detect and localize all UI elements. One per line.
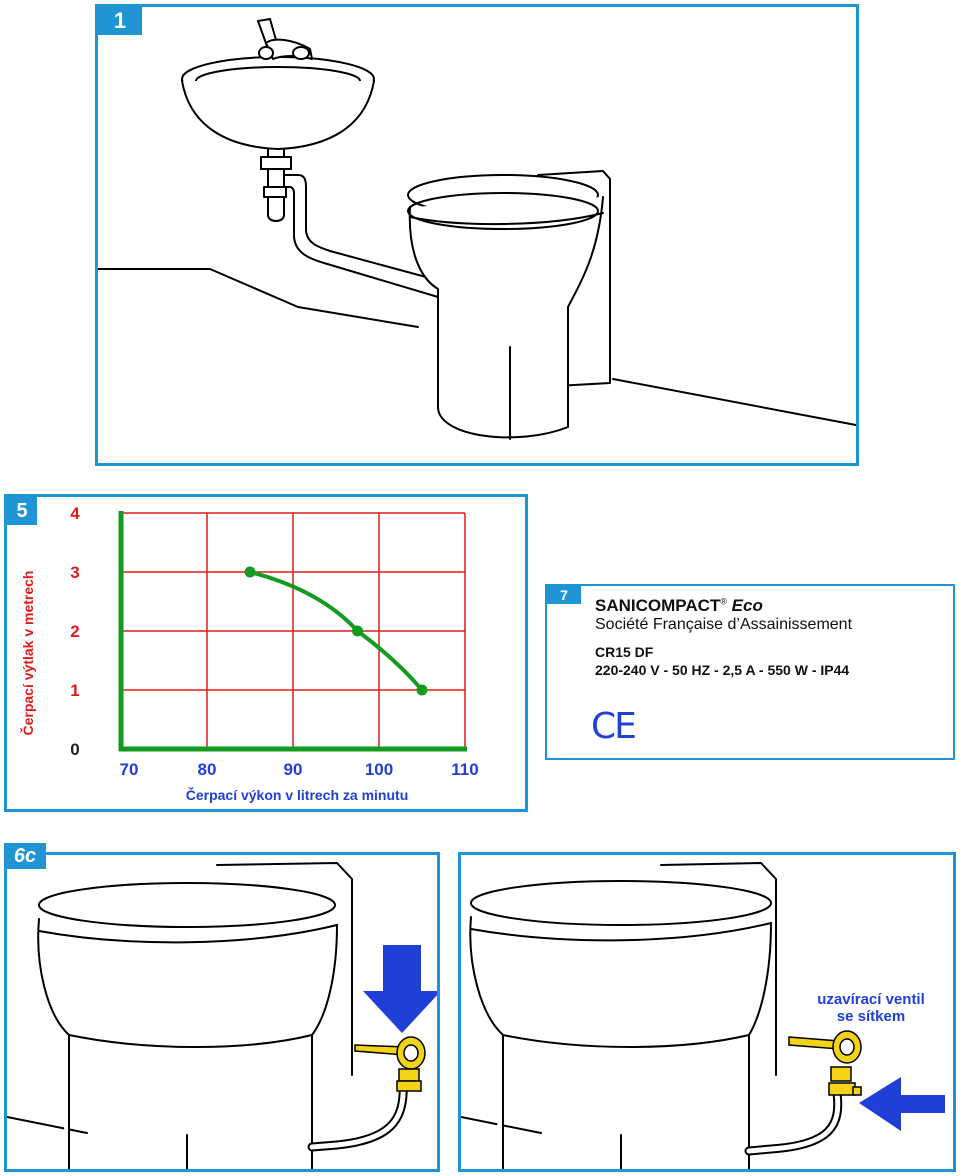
panel-5-pump-chart <box>4 494 528 812</box>
sink-and-toilet-drawing <box>98 7 856 463</box>
brand-suffix: Eco <box>731 596 763 615</box>
y-tick-label: 0 <box>70 740 80 759</box>
brand-name: SANICOMPACT <box>595 596 721 615</box>
nameplate-company: Société Française d’Assainissement <box>595 616 853 633</box>
x-tick-label: 110 <box>451 760 479 779</box>
pump-curve-chart <box>7 497 525 809</box>
y-tick-label: 1 <box>70 681 80 700</box>
y-tick-label: 3 <box>70 563 80 582</box>
panel-6c-right <box>458 852 956 1172</box>
panel-1-badge: 1 <box>98 7 142 35</box>
registered-mark: ® <box>720 596 727 607</box>
x-tick-label: 90 <box>283 760 303 779</box>
nameplate-model: CR15 DF <box>595 644 654 660</box>
panel-1-illustration <box>95 4 859 466</box>
toilet-valve-left-drawing <box>7 855 437 1169</box>
ce-mark-icon: CE <box>591 706 635 747</box>
arrow-left-icon <box>859 1077 945 1131</box>
panel-6c-left <box>4 844 440 1172</box>
y-tick-label: 2 <box>70 622 80 641</box>
panel-5-badge: 5 <box>7 497 37 525</box>
nameplate-brand <box>595 596 763 616</box>
nameplate-specs: 220-240 V - 50 HZ - 2,5 A - 550 W - IP44 <box>595 662 850 678</box>
valve-label-line2: se sítkem <box>836 1008 906 1025</box>
y-axis-label: Čerpací výtlak v metrech <box>20 570 36 736</box>
valve-label-line1: uzavírací ventil <box>817 991 925 1008</box>
y-tick-label: 4 <box>70 504 80 523</box>
panel-6c-badge: 6c <box>4 843 46 869</box>
curve-data-point <box>245 567 256 578</box>
x-tick-label: 100 <box>364 760 394 779</box>
curve-data-point <box>417 685 428 696</box>
x-axis-label: Čerpací výkon v litrech za minutu <box>185 787 409 803</box>
x-tick-label: 80 <box>197 760 217 779</box>
x-tick-label: 70 <box>119 760 139 779</box>
panel-7-nameplate <box>545 584 955 760</box>
panel-7-badge: 7 <box>547 586 581 604</box>
arrow-down-icon <box>363 945 437 1033</box>
curve-data-point <box>352 626 363 637</box>
